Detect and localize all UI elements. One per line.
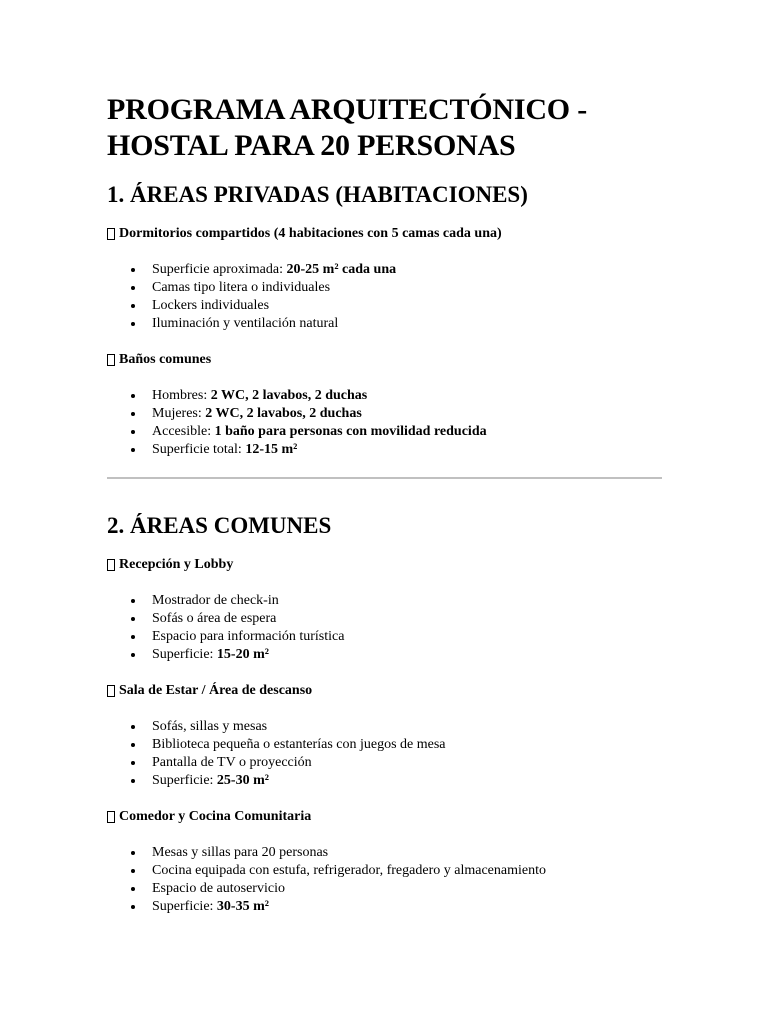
missing-glyph-icon	[107, 811, 115, 823]
list-item: Espacio de autoservicio	[107, 880, 662, 898]
missing-glyph-icon	[107, 559, 115, 571]
list-item: Superficie aproximada: 20-25 m² cada una	[107, 261, 662, 279]
list-item: Mesas y sillas para 20 personas	[107, 844, 662, 862]
list-item: Sofás o área de espera	[107, 610, 662, 628]
section-divider	[107, 477, 662, 479]
group-title: Sala de Estar / Área de descanso	[107, 682, 662, 700]
group-title: Comedor y Cocina Comunitaria	[107, 808, 662, 826]
bullet-list	[107, 844, 662, 916]
list-item: Mujeres: 2 WC, 2 lavabos, 2 duchas	[107, 405, 662, 423]
list-item: Iluminación y ventilación natural	[107, 315, 662, 333]
section2-heading: 2. ÁREAS COMUNES	[107, 513, 332, 538]
list-item: Lockers individuales	[107, 297, 662, 315]
bullet-list	[107, 261, 662, 333]
group-title: Baños comunes	[107, 351, 662, 369]
list-item: Superficie: 25-30 m²	[107, 772, 662, 790]
list-item: Superficie total: 12-15 m²	[107, 441, 662, 459]
missing-glyph-icon	[107, 685, 115, 697]
list-item: Accesible: 1 baño para personas con movilidad reducida	[107, 423, 662, 441]
list-item: Superficie: 30-35 m²	[107, 898, 662, 916]
group-title: Recepción y Lobby	[107, 556, 662, 574]
missing-glyph-icon	[107, 354, 115, 366]
list-item: Superficie: 15-20 m²	[107, 646, 662, 664]
bullet-list	[107, 718, 662, 790]
document-page	[107, 92, 662, 916]
list-item: Espacio para información turística	[107, 628, 662, 646]
bullet-list	[107, 592, 662, 664]
list-item: Pantalla de TV o proyección	[107, 754, 662, 772]
bullet-list	[107, 387, 662, 459]
missing-glyph-icon	[107, 228, 115, 240]
list-item: Cocina equipada con estufa, refrigerador, fregadero y almacenamiento	[107, 862, 662, 880]
page-title	[107, 92, 662, 164]
page-title-line1: PROGRAMA ARQUITECTÓNICO -	[107, 93, 588, 126]
list-item: Sofás, sillas y mesas	[107, 718, 662, 736]
list-item: Biblioteca pequeña o estanterías con juegos de mesa	[107, 736, 662, 754]
list-item: Hombres: 2 WC, 2 lavabos, 2 duchas	[107, 387, 662, 405]
list-item: Camas tipo litera o individuales	[107, 279, 662, 297]
section1-heading: 1. ÁREAS PRIVADAS (HABITACIONES)	[107, 182, 528, 207]
list-item: Mostrador de check-in	[107, 592, 662, 610]
page-title-line2: HOSTAL PARA 20 PERSONAS	[107, 129, 516, 162]
group-title: Dormitorios compartidos (4 habitaciones con 5 camas cada una)	[107, 225, 662, 243]
